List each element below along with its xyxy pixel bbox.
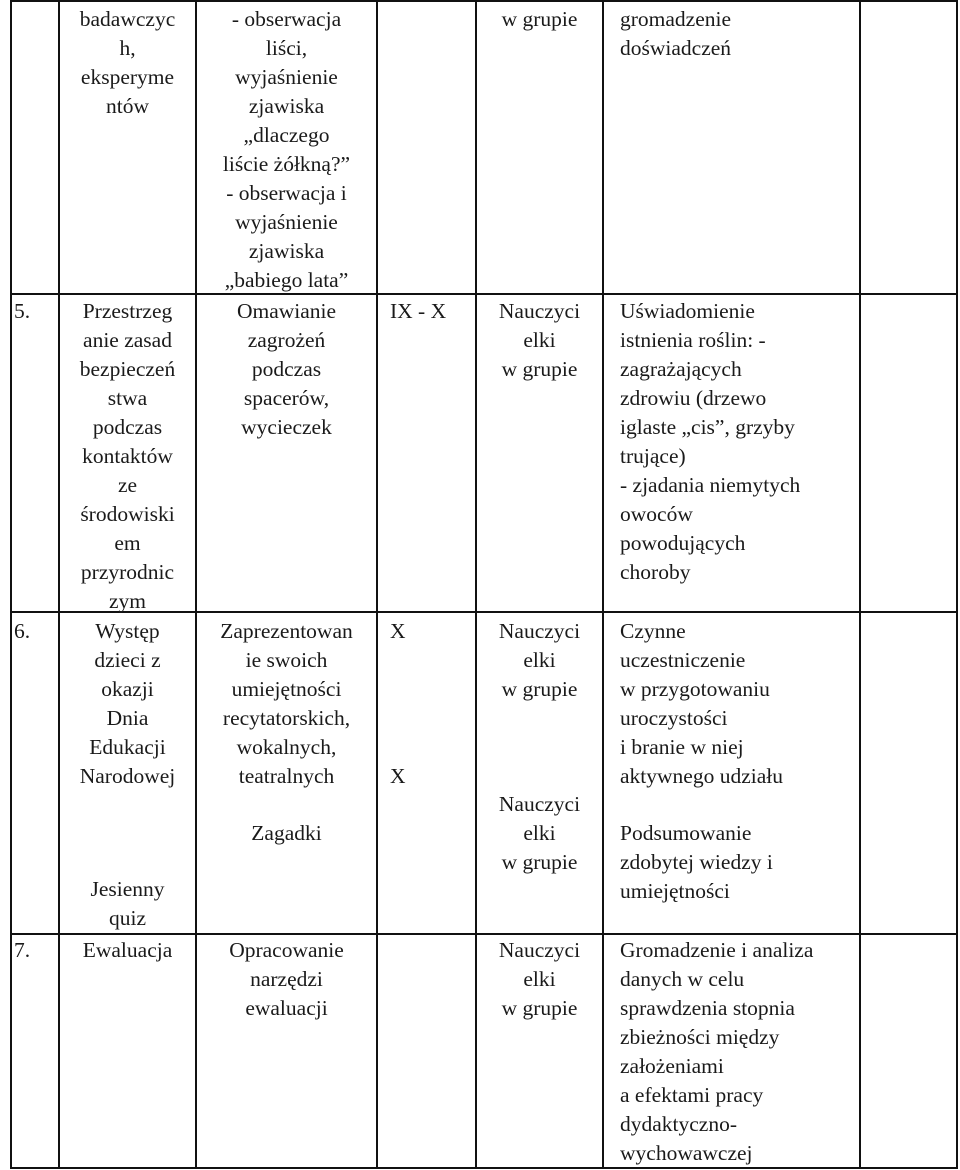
- cell-who: Nauczyci elki w grupie: [498, 299, 581, 381]
- cell-content: Omawianie zagrożeń podczas spacerów, wycieczek: [236, 299, 337, 439]
- cell-who: w grupie: [501, 7, 578, 31]
- cell-term: IX - X: [390, 299, 447, 323]
- cell-content: - obserwacja liści, wyjaśnienie zjawiska „dlaczego liście żółkną?” - obserwacja i wyjaśnienie zjawiska „babiego lata”: [222, 7, 351, 292]
- cell-stage: Ewaluacja: [82, 938, 173, 962]
- cell-stage-secondary: Jesienny quiz: [90, 877, 165, 930]
- cell-content: Zaprezentowan ie swoich umiejętności recytatorskich, wokalnych, teatralnych: [220, 619, 353, 788]
- cell-who: Nauczyci elki w grupie: [498, 619, 581, 701]
- cell-who-secondary: Nauczyci elki w grupie: [498, 792, 581, 874]
- column-divider: [602, 0, 604, 1169]
- cell-number: 7.: [14, 938, 31, 962]
- cell-number: 6.: [14, 619, 31, 643]
- cell-stage: badawczyc h, eksperyme ntów: [79, 7, 176, 118]
- cell-who: Nauczyci elki w grupie: [498, 938, 581, 1020]
- cell-effect: Gromadzenie i analiza danych w celu sprawdzenia stopnia zbieżności między założeniami a efektami pracy dydaktyczno- wychowawczej: [620, 938, 814, 1165]
- cell-effect-secondary: Podsumowanie zdobytej wiedzy i umiejętności: [620, 821, 773, 903]
- row-divider: [10, 293, 958, 295]
- cell-content: Opracowanie narzędzi ewaluacji: [229, 938, 344, 1020]
- row-divider: [10, 1167, 958, 1169]
- row-divider: [10, 0, 958, 2]
- cell-number: 5.: [14, 299, 31, 323]
- column-divider: [10, 0, 12, 1169]
- cell-content-secondary: Zagadki: [251, 821, 322, 845]
- column-divider: [376, 0, 378, 1169]
- column-divider: [859, 0, 861, 1169]
- cell-effect: Uświadomienie istnienia roślin: - zagrażających zdrowiu (drzewo iglaste „cis”, grzyby trujące) - zjadania niemytych owoców powodujących choroby: [620, 299, 801, 584]
- cell-stage: Występ dzieci z okazji Dnia Edukacji Narodowej: [79, 619, 176, 788]
- cell-term: X: [390, 619, 406, 643]
- cell-effect: Czynne uczestniczenie w przygotowaniu uroczystości i branie w niej aktywnego udziału: [620, 619, 783, 788]
- cell-stage: Przestrzeg anie zasad bezpieczeń stwa podczas kontaktów ze środowiski em przyrodnic zym: [79, 299, 176, 613]
- cell-effect: gromadzenie doświadczeń: [620, 7, 732, 60]
- row-divider: [10, 933, 958, 935]
- column-divider: [956, 0, 958, 1169]
- cell-term-secondary: X: [390, 764, 406, 788]
